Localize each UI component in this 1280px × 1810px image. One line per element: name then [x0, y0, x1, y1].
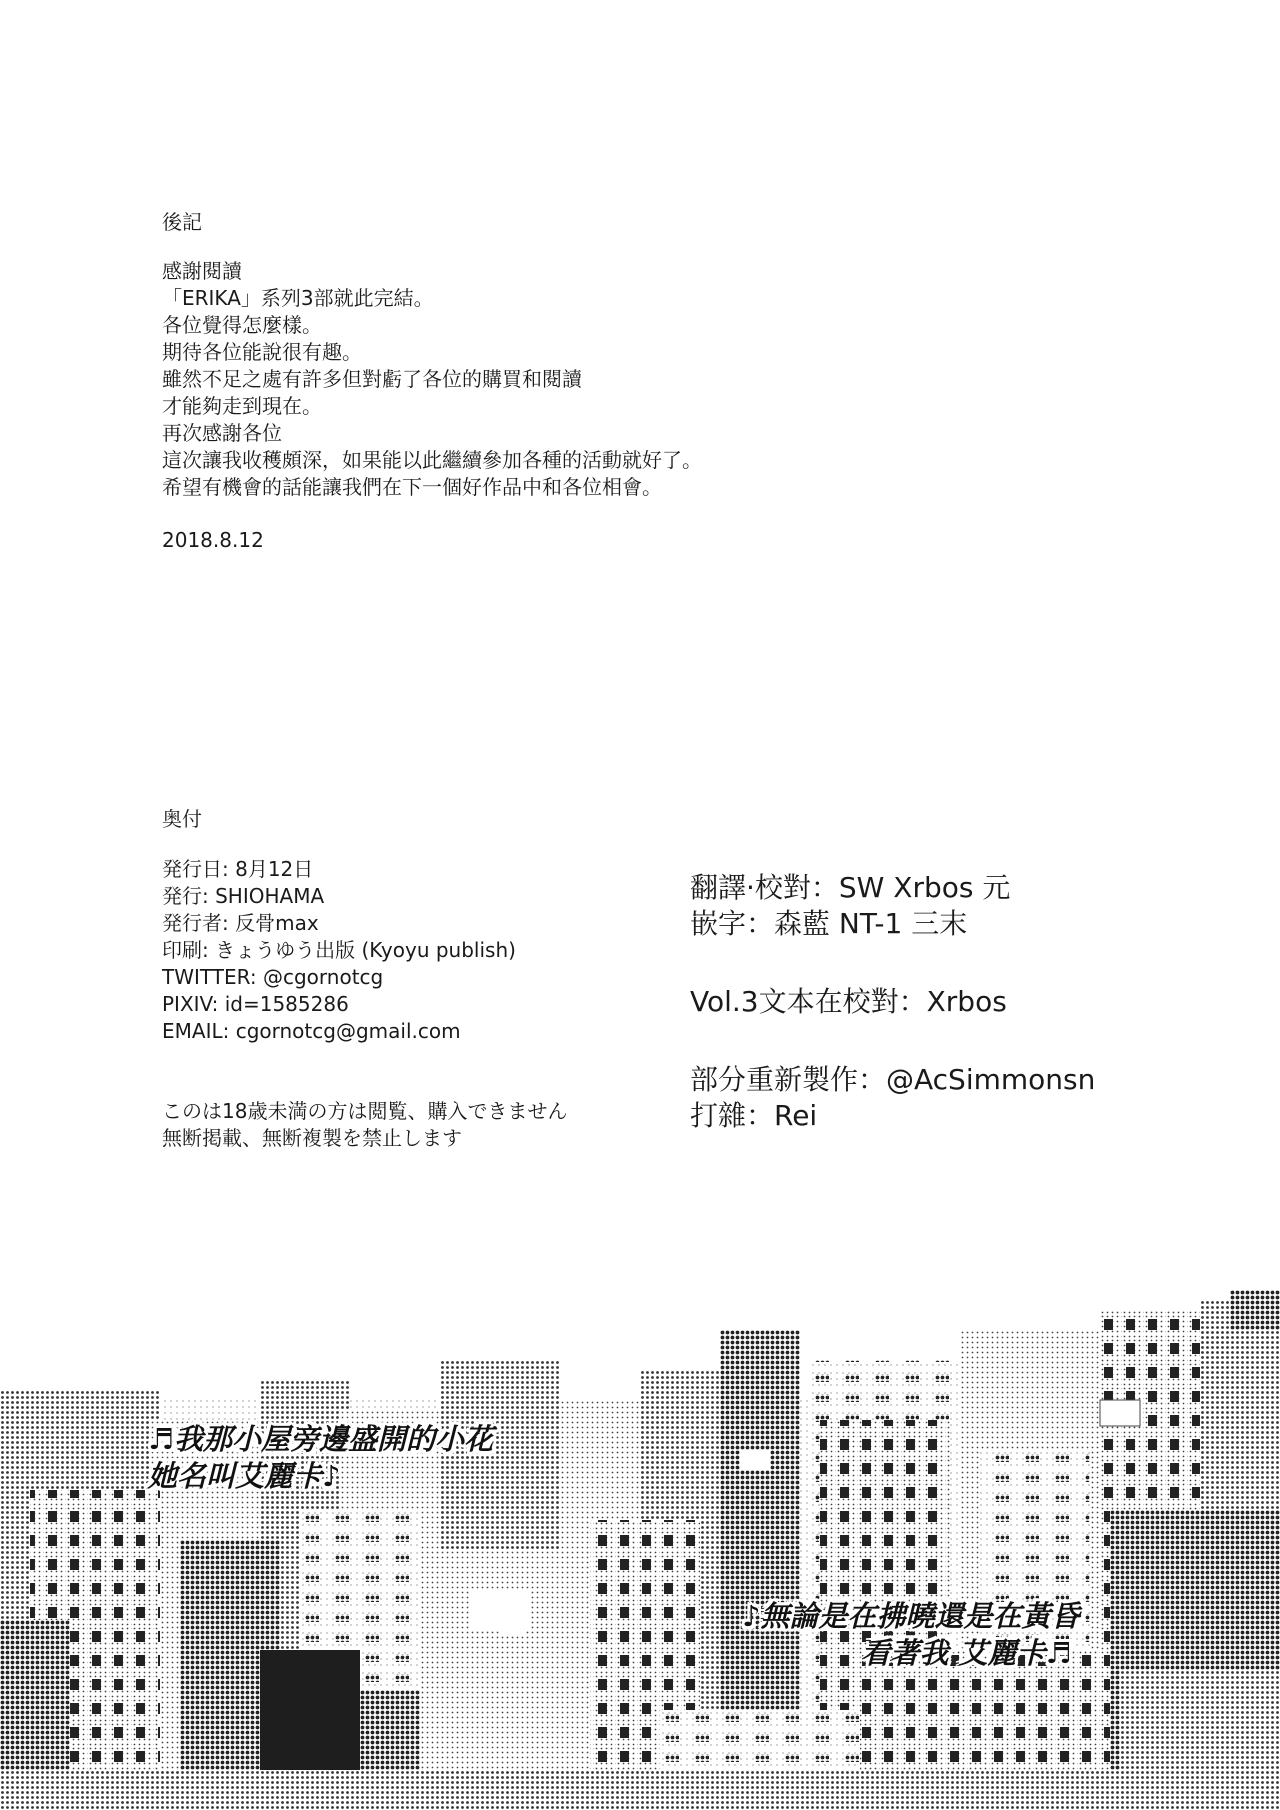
afterword-line: 再次感謝各位	[162, 421, 282, 445]
colophon-line: PIXIV: id=1585286	[162, 992, 349, 1016]
credit-line: 嵌字：森藍 NT-1 三末	[690, 907, 968, 940]
colophon-title: 奥付	[162, 807, 202, 831]
lyric-line: 她名叫艾麗卡♪	[148, 1459, 341, 1493]
credits-remake	[690, 1062, 1095, 1134]
halftone-cityscape-illustration	[0, 1290, 1280, 1810]
colophon-body	[162, 856, 516, 1045]
lyric-line: ♪無論是在拂曉還是在黃昏	[742, 1599, 1080, 1633]
afterword-line: 雖然不足之處有許多但對虧了各位的購買和閱讀	[162, 367, 582, 391]
notice-line: 無断掲載、無断複製を禁止します	[162, 1126, 462, 1150]
afterword-line: 「ERIKA」系列3部就此完結。	[162, 286, 434, 310]
afterword-line: 希望有機會的話能讓我們在下一個好作品中和各位相會。	[162, 475, 662, 499]
lyric-line: ♬我那小屋旁邊盛開的小花	[148, 1422, 493, 1456]
lyric-caption-left	[148, 1421, 493, 1495]
credit-line: 打雜：Rei	[690, 1099, 818, 1132]
colophon-line: 発行: SHIOHAMA	[162, 884, 325, 908]
colophon-line: 発行日: 8月12日	[162, 857, 314, 881]
credits-proofread	[690, 984, 1007, 1020]
notice-line: このは18歳未満の方は閲覧、購入できません	[162, 1099, 568, 1123]
afterword-date: 2018.8.12	[162, 528, 264, 552]
credit-line: Vol.3文本在校對：Xrbos	[690, 985, 1007, 1018]
afterword-body	[162, 258, 702, 501]
colophon-line: 発行者: 反骨max	[162, 911, 319, 935]
credit-line: 翻譯·校對：SW Xrbos 元	[690, 871, 1011, 904]
afterword-title: 後記	[162, 210, 202, 234]
afterword-line: 期待各位能說很有趣。	[162, 340, 362, 364]
afterword-line: 才能夠走到現在。	[162, 394, 322, 418]
afterword-line: 各位覺得怎麼樣。	[162, 313, 322, 337]
credit-line: 部分重新製作：@AcSimmonsn	[690, 1063, 1096, 1096]
colophon-line: 印刷: きょうゆう出版 (Kyoyu publish)	[162, 938, 516, 962]
afterword-line: 這次讓我收穫頗深，如果能以此繼續參加各種的活動就好了。	[162, 448, 702, 472]
afterword-line: 感謝閱讀	[162, 259, 242, 283]
lyric-line: 看著我 艾麗卡♬	[861, 1636, 1072, 1670]
colophon-line: TWITTER: @cgornotcg	[162, 965, 384, 989]
age-notice	[162, 1098, 567, 1152]
colophon-line: EMAIL: cgornotcg@gmail.com	[162, 1019, 461, 1043]
lyric-caption-right	[742, 1598, 1080, 1672]
credits-translation	[690, 870, 1010, 942]
